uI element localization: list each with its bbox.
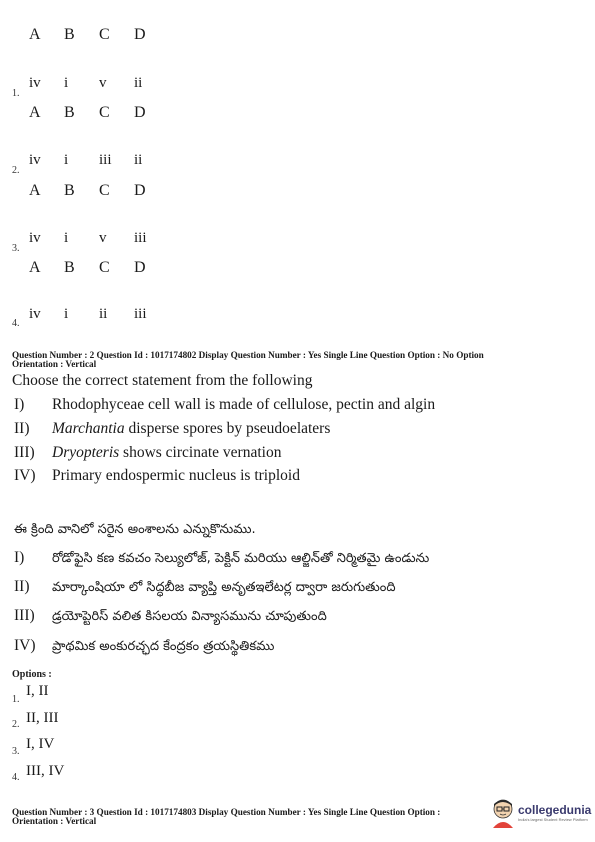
statement-text bbox=[52, 444, 281, 462]
statement-text bbox=[52, 420, 330, 438]
statement-label: II) bbox=[14, 578, 30, 595]
answer-option[interactable]: I, IV bbox=[26, 736, 55, 752]
statement-text-telugu: డ్రయోప్టెరిస్ వలిత కిసలయ విన్యాసమును చూపుతుంది bbox=[52, 609, 327, 624]
statement-label: I) bbox=[14, 396, 25, 413]
statement-text-telugu: ప్రాథమిక అంకురచ్ఛద కేంద్రకం త్రయస్థితికము bbox=[52, 639, 275, 654]
match-option-values bbox=[29, 230, 169, 247]
match-letter: A bbox=[29, 182, 41, 199]
match-letter: B bbox=[64, 182, 75, 199]
match-letter: D bbox=[134, 182, 146, 199]
match-value: i bbox=[64, 75, 69, 91]
match-value: i bbox=[64, 230, 69, 246]
collegedunia-logo bbox=[490, 796, 590, 830]
statement-label: III) bbox=[14, 444, 35, 461]
option-number: 4. bbox=[12, 772, 20, 783]
question-meta: Question Number : 3 Question Id : 1017174803 Display Question Number : Yes Single Line Question Option : bbox=[12, 807, 441, 817]
statement-rest: disperse spores by pseudoelaters bbox=[124, 420, 331, 437]
option-number: 1. bbox=[12, 694, 20, 705]
option-number: 3. bbox=[12, 746, 20, 757]
option-number: 3. bbox=[12, 243, 20, 254]
statement-label: IV) bbox=[14, 467, 36, 484]
match-letter: B bbox=[64, 259, 75, 276]
statement-text-telugu: రోడోఫైసి కణ కవచం సెల్యులోజ్, పెక్టిన్ మరియు ఆల్జిన్‌తో నిర్మితమై ఉండును bbox=[52, 551, 430, 566]
statement-rest: shows circinate vernation bbox=[119, 444, 282, 461]
species-name: Marchantia bbox=[52, 420, 125, 437]
match-value: iii bbox=[99, 152, 112, 168]
question-prompt-telugu: ఈ క్రింది వానిలో సరైన అంశాలను ఎన్నుకొనుము. bbox=[14, 522, 256, 537]
match-value: i bbox=[64, 306, 69, 322]
match-value: iv bbox=[29, 230, 41, 246]
match-value: v bbox=[99, 75, 107, 91]
question-meta-orientation: Orientation : Vertical bbox=[12, 359, 97, 369]
match-option-values bbox=[29, 75, 169, 92]
statement-text: Rhodophyceae cell wall is made of cellulose, pectin and algin bbox=[52, 396, 436, 413]
match-letter: B bbox=[64, 104, 75, 121]
match-letter: C bbox=[99, 259, 110, 276]
option-number: 1. bbox=[12, 88, 20, 99]
match-value: iv bbox=[29, 306, 41, 322]
statement-text: Primary endospermic nucleus is triploid bbox=[52, 467, 300, 484]
option-number: 2. bbox=[12, 165, 20, 176]
logo-name: collegedunia bbox=[518, 803, 592, 817]
match-option-values bbox=[29, 306, 169, 323]
option-number: 2. bbox=[12, 719, 20, 730]
match-value: iv bbox=[29, 75, 41, 91]
species-name: Dryopteris bbox=[52, 444, 120, 461]
question-meta: Question Number : 2 Question Id : 1017174802 Display Question Number : Yes Single Line Question Option : No Option bbox=[12, 350, 484, 360]
match-option-letters bbox=[29, 182, 169, 200]
answer-option[interactable]: III, IV bbox=[26, 763, 65, 779]
match-option-values bbox=[29, 152, 169, 169]
statement-label: II) bbox=[14, 420, 30, 437]
option-number: 4. bbox=[12, 318, 20, 329]
statement-label: III) bbox=[14, 607, 35, 624]
header-letter: B bbox=[64, 26, 75, 43]
statement-text-telugu: మార్కాంషియా లో సిద్ధబీజ వ్యాప్తి అనృతఇలేటర్ల ద్వారా జరుగుతుంది bbox=[52, 580, 396, 595]
statement-label: IV) bbox=[14, 637, 36, 654]
options-title: Options : bbox=[12, 669, 52, 680]
header-letter: A bbox=[29, 26, 41, 43]
header-letter: D bbox=[134, 26, 146, 43]
question-meta-orientation: Orientation : Vertical bbox=[12, 816, 97, 826]
match-letter: A bbox=[29, 104, 41, 121]
match-value: v bbox=[99, 230, 107, 246]
match-letter: D bbox=[134, 259, 146, 276]
match-letter: C bbox=[99, 104, 110, 121]
match-value: i bbox=[64, 152, 69, 168]
match-value: iii bbox=[134, 230, 147, 246]
match-letter: C bbox=[99, 182, 110, 199]
header-letter: C bbox=[99, 26, 110, 43]
match-option-letters bbox=[29, 104, 169, 122]
question-prompt: Choose the correct statement from the following bbox=[12, 372, 313, 389]
logo-tagline: India's largest Student Review Platform bbox=[518, 817, 588, 822]
match-letter: A bbox=[29, 259, 41, 276]
match-value: ii bbox=[99, 306, 108, 322]
answer-option[interactable]: II, III bbox=[26, 710, 59, 726]
match-value: ii bbox=[134, 75, 143, 91]
statement-label: I) bbox=[14, 549, 25, 566]
answer-option[interactable]: I, II bbox=[26, 683, 49, 699]
mascot-icon bbox=[490, 798, 516, 828]
match-value: iv bbox=[29, 152, 41, 168]
match-letter: D bbox=[134, 104, 146, 121]
header-letters-row bbox=[29, 26, 169, 44]
match-value: ii bbox=[134, 152, 143, 168]
match-option-letters bbox=[29, 259, 169, 277]
match-value: iii bbox=[134, 306, 147, 322]
